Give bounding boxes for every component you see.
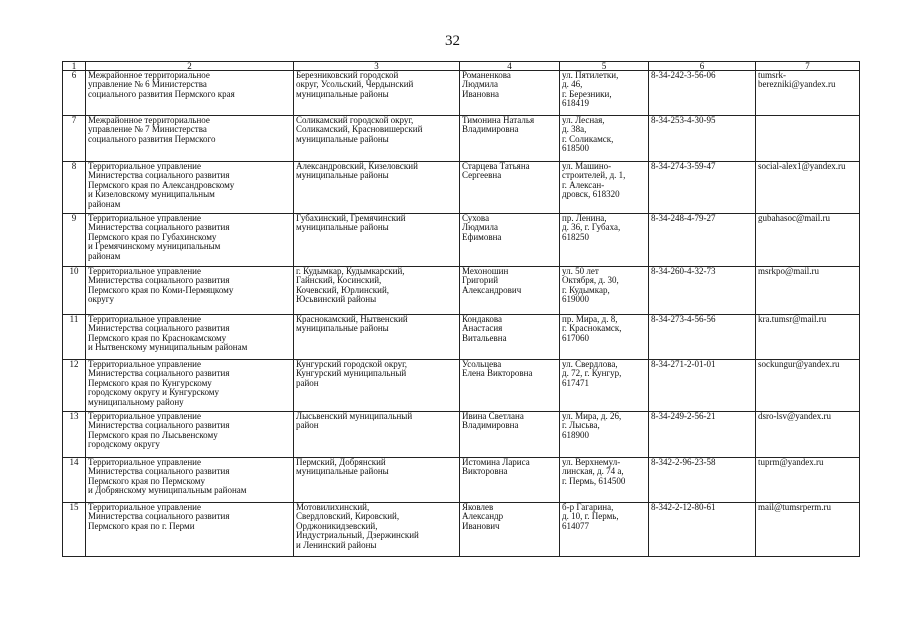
email-cell-line: tumsrk-: [758, 70, 786, 80]
head-name-cell-line: Викторовна: [462, 466, 508, 477]
service-area-cell-line: муниципальные районы: [296, 323, 389, 334]
head-name-cell: [460, 360, 560, 412]
address-cell-line: 614077: [562, 520, 589, 531]
organization-cell-line: Межрайонное территориальное: [88, 70, 210, 80]
organization-cell-line: Министерства социального развития: [88, 368, 230, 379]
service-area-cell-line: Березниковский городской: [296, 70, 399, 80]
service-area-cell-line: Соликамский, Красновишерский: [296, 124, 423, 135]
organization-cell: [86, 360, 294, 412]
organization-cell-line: Территориальное управление: [88, 502, 201, 512]
column-header: 4: [460, 62, 560, 71]
head-name-cell-line: Истомина Лариса: [462, 457, 530, 467]
head-name-cell-line: Александр: [462, 511, 504, 522]
column-header: 5: [560, 62, 649, 71]
head-name-cell-line: Иванович: [462, 520, 500, 531]
address-cell: [560, 412, 649, 458]
email-cell: [756, 214, 860, 267]
column-header: 6: [649, 62, 756, 71]
head-name-cell-line: Романенкова: [462, 70, 511, 80]
row-number: 6: [63, 71, 86, 116]
service-area-cell-line: Губахинский, Гремячинский: [296, 213, 406, 223]
service-area-cell-line: округ, Усольский, Чердынский: [296, 79, 414, 90]
directory-table: [62, 61, 860, 557]
email-cell: [756, 71, 860, 116]
service-area-cell: [294, 360, 460, 412]
address-cell-line: д. 36, г. Губаха,: [562, 222, 621, 233]
address-cell-line: 618900: [562, 429, 589, 440]
organization-cell-line: социального развития Пермского края: [88, 88, 235, 99]
organization-cell: [86, 458, 294, 503]
address-cell-line: ул. Верхнемул-: [562, 457, 621, 467]
head-name-cell-line: Григорий: [462, 275, 499, 286]
email-cell: [756, 412, 860, 458]
service-area-cell-line: Соликамский городской округ,: [296, 115, 414, 125]
row-number: 10: [63, 267, 86, 315]
organization-cell-line: Территориальное управление: [88, 314, 201, 324]
address-cell-line: 618250: [562, 231, 589, 242]
head-name-cell-line: Кондакова: [462, 314, 502, 324]
address-cell-line: пр. Мира, д. 8,: [562, 314, 618, 324]
organization-cell-line: и Добрянскому муниципальным районам: [88, 485, 247, 496]
address-cell-line: д. 38а,: [562, 124, 587, 135]
address-cell-line: г. Краснокамск,: [562, 323, 622, 334]
service-area-cell-line: Кунгурский городской округ,: [296, 359, 408, 369]
head-name-cell-line: Александрович: [462, 284, 522, 295]
organization-cell-line: Пермского края по Пермскому: [88, 475, 205, 486]
organization-cell-line: городскому округу и Кунгурскому: [88, 387, 220, 398]
head-name-cell-line: Ефимовна: [462, 231, 502, 242]
organization-cell-line: Территориальное управление: [88, 359, 201, 369]
head-name-cell: [460, 214, 560, 267]
address-cell-line: пр. Ленина,: [562, 213, 607, 223]
organization-cell-line: Министерства социального развития: [88, 170, 230, 181]
address-cell-line: д. 46,: [562, 79, 583, 90]
row-number: 11: [63, 315, 86, 360]
address-cell-line: ул. 50 лет: [562, 266, 599, 276]
head-name-cell-line: Витальевна: [462, 332, 507, 343]
address-cell-line: 617060: [562, 332, 589, 343]
service-area-cell-line: Александровский, Кизеловский: [296, 161, 418, 171]
address-cell-line: 619000: [562, 294, 589, 305]
organization-cell-line: Министерства социального развития: [88, 511, 230, 522]
table-row: [63, 162, 860, 214]
service-area-cell: [294, 71, 460, 116]
table-row: [63, 503, 860, 557]
organization-cell-line: и Кизеловскому муниципальным: [88, 189, 215, 200]
service-area-cell-line: Свердловский, Кировский,: [296, 511, 400, 522]
organization-cell-line: Министерства социального развития: [88, 466, 230, 477]
column-header: 7: [756, 62, 860, 71]
column-header: 3: [294, 62, 460, 71]
service-area-cell-line: Кочевский, Юрлинский,: [296, 284, 390, 295]
organization-cell-line: Пермского края по Краснокамскому: [88, 332, 227, 343]
organization-cell: [86, 71, 294, 116]
address-cell-line: г. Березники,: [562, 88, 612, 99]
head-name-cell-line: Старцева Татьяна: [462, 161, 530, 171]
email-cell: [756, 315, 860, 360]
organization-cell-line: Пермского края по Александровскому: [88, 179, 235, 190]
service-area-cell-line: муниципальные районы: [296, 222, 389, 233]
head-name-cell-line: Елена Викторовна: [462, 368, 533, 379]
head-name-cell: [460, 267, 560, 315]
phone-cell: 8-34-260-4-32-73: [649, 267, 756, 315]
table-row: [63, 71, 860, 116]
service-area-cell: [294, 162, 460, 214]
organization-cell-line: районам: [88, 198, 121, 209]
address-cell-line: б-р Гагарина,: [562, 502, 614, 512]
address-cell: [560, 503, 649, 557]
service-area-cell: [294, 503, 460, 557]
phone-cell: 8-34-274-3-59-47: [649, 162, 756, 214]
row-number: 14: [63, 458, 86, 503]
address-cell-line: 618419: [562, 98, 589, 109]
organization-cell-line: Министерства социального развития: [88, 222, 230, 233]
head-name-cell: [460, 412, 560, 458]
address-cell: [560, 267, 649, 315]
organization-cell-line: социального развития Пермского: [88, 133, 216, 144]
email-cell-line: msrkpo@mail.ru: [758, 266, 820, 276]
address-cell-line: 618500: [562, 143, 589, 154]
service-area-cell-line: Орджоникидзевский,: [296, 520, 378, 531]
head-name-cell-line: Анастасия: [462, 323, 503, 334]
email-cell-line: sockungur@yandex.ru: [758, 359, 840, 369]
service-area-cell: [294, 214, 460, 267]
organization-cell-line: Пермского края по Кунгурскому: [88, 377, 212, 388]
email-cell: [756, 116, 860, 162]
head-name-cell-line: Сергеевна: [462, 170, 502, 181]
head-name-cell-line: Ивина Светлана: [462, 411, 524, 421]
address-cell: [560, 71, 649, 116]
organization-cell-line: управление № 7 Министерства: [88, 124, 207, 135]
service-area-cell-line: Краснокамский, Нытвенский: [296, 314, 408, 324]
phone-cell: 8-34-273-4-56-56: [649, 315, 756, 360]
address-cell-line: г. Кудымкар,: [562, 284, 610, 295]
address-cell-line: ул. Свердлова,: [562, 359, 618, 369]
address-cell: [560, 214, 649, 267]
email-cell-line: kra.tumsr@mail.ru: [758, 314, 827, 324]
row-number: 7: [63, 116, 86, 162]
email-cell-line: gubahasoc@mail.ru: [758, 213, 831, 223]
email-cell: [756, 267, 860, 315]
email-cell: [756, 162, 860, 214]
table-row: [63, 315, 860, 360]
head-name-cell-line: Яковлев: [462, 502, 494, 512]
email-cell-line: tuprm@yandex.ru: [758, 457, 824, 467]
table-row: [63, 458, 860, 503]
phone-cell: 8-34-271-2-01-01: [649, 360, 756, 412]
organization-cell-line: Территориальное управление: [88, 213, 201, 223]
table-body: [63, 71, 860, 557]
organization-cell: [86, 116, 294, 162]
service-area-cell-line: муниципальные районы: [296, 133, 389, 144]
address-cell: [560, 458, 649, 503]
phone-cell: 8-342-2-96-23-58: [649, 458, 756, 503]
head-name-cell-line: Людмила: [462, 79, 498, 90]
address-cell: [560, 162, 649, 214]
head-name-cell: [460, 71, 560, 116]
column-header: 1: [63, 62, 86, 71]
row-number: 15: [63, 503, 86, 557]
head-name-cell: [460, 116, 560, 162]
row-number: 12: [63, 360, 86, 412]
service-area-cell-line: г. Кудымкар, Кудымкарский,: [296, 266, 405, 276]
address-cell-line: дровск, 618320: [562, 189, 620, 200]
service-area-cell-line: Гайнский, Косинский,: [296, 275, 382, 286]
phone-cell: 8-34-248-4-79-27: [649, 214, 756, 267]
service-area-cell: [294, 267, 460, 315]
organization-cell-line: Территориальное управление: [88, 457, 201, 467]
address-cell: [560, 360, 649, 412]
head-name-cell-line: Мехоношин: [462, 266, 509, 276]
address-cell-line: ул. Лесная,: [562, 115, 605, 125]
head-name-cell-line: Владимировна: [462, 420, 519, 431]
page-number: 32: [445, 33, 460, 49]
head-name-cell-line: Владимировна: [462, 124, 519, 135]
service-area-cell: [294, 458, 460, 503]
row-number: 13: [63, 412, 86, 458]
service-area-cell-line: муниципальные районы: [296, 88, 389, 99]
address-cell: [560, 116, 649, 162]
email-cell-line: dsro-lsv@yandex.ru: [758, 411, 832, 421]
row-number: 8: [63, 162, 86, 214]
organization-cell-line: Территориальное управление: [88, 411, 201, 421]
table-row: [63, 214, 860, 267]
address-cell-line: д. 10, г. Пермь,: [562, 511, 619, 522]
address-cell-line: д. 72, г. Кунгур,: [562, 368, 622, 379]
email-cell: [756, 503, 860, 557]
organization-cell-line: Пермского края по Лысьвенскому: [88, 429, 218, 440]
organization-cell-line: Министерства социального развития: [88, 323, 230, 334]
service-area-cell-line: Кунгурский муниципальный: [296, 368, 407, 379]
organization-cell-line: Пермского края по г. Перми: [88, 520, 195, 531]
table-row: [63, 360, 860, 412]
table-row: [63, 116, 860, 162]
head-name-cell: [460, 458, 560, 503]
head-name-cell-line: Ивановна: [462, 88, 500, 99]
organization-cell-line: управление № 6 Министерства: [88, 79, 207, 90]
head-name-cell-line: Тимонина Наталья: [462, 115, 535, 125]
address-cell-line: Октября, д. 30,: [562, 275, 619, 286]
organization-cell-line: Министерства социального развития: [88, 275, 230, 286]
organization-cell-line: и Нытвенскому муниципальным районам: [88, 342, 248, 353]
service-area-cell-line: Индустриальный, Дзержинский: [296, 530, 419, 541]
phone-cell: 8-34-253-4-30-95: [649, 116, 756, 162]
organization-cell: [86, 162, 294, 214]
email-cell-line: social-alex1@yandex.ru: [758, 161, 846, 171]
organization-cell-line: Министерства социального развития: [88, 420, 230, 431]
service-area-cell-line: район: [296, 377, 319, 388]
address-cell: [560, 315, 649, 360]
organization-cell-line: округу: [88, 294, 114, 305]
email-cell: [756, 458, 860, 503]
column-header: 2: [86, 62, 294, 71]
organization-cell-line: Территориальное управление: [88, 161, 201, 171]
service-area-cell-line: Пермский, Добрянский: [296, 457, 386, 467]
service-area-cell-line: муниципальные районы: [296, 170, 389, 181]
organization-cell: [86, 412, 294, 458]
phone-cell: 8-34-242-3-56-06: [649, 71, 756, 116]
service-area-cell: [294, 315, 460, 360]
organization-cell: [86, 214, 294, 267]
head-name-cell: [460, 315, 560, 360]
service-area-cell-line: Лысьвенский муниципальный: [296, 411, 413, 421]
address-cell-line: ул. Машино-: [562, 161, 612, 171]
address-cell-line: ул. Пятилетки,: [562, 70, 619, 80]
organization-cell: [86, 315, 294, 360]
service-area-cell-line: и Ленинский районы: [296, 539, 377, 550]
head-name-cell-line: Усольцева: [462, 359, 502, 369]
address-cell-line: строителей, д. 1,: [562, 170, 626, 181]
service-area-cell: [294, 412, 460, 458]
organization-cell-line: Межрайонное территориальное: [88, 115, 210, 125]
organization-cell: [86, 267, 294, 315]
address-cell-line: г. Соликамск,: [562, 133, 614, 144]
service-area-cell-line: Юсьвинский районы: [296, 294, 377, 305]
phone-cell: 8-342-2-12-80-61: [649, 503, 756, 557]
email-cell: [756, 360, 860, 412]
phone-cell: 8-34-249-2-56-21: [649, 412, 756, 458]
organization-cell-line: Территориальное управление: [88, 266, 201, 276]
row-number: 9: [63, 214, 86, 267]
address-cell-line: г. Алексан-: [562, 179, 605, 190]
table-row: [63, 267, 860, 315]
head-name-cell: [460, 162, 560, 214]
service-area-cell-line: Мотовилихинский,: [296, 502, 370, 512]
service-area-cell-line: район: [296, 420, 319, 431]
email-cell-line: mail@tumsrperm.ru: [758, 502, 832, 512]
organization-cell-line: районам: [88, 250, 121, 261]
address-cell-line: г. Лысьва,: [562, 420, 600, 431]
head-name-cell-line: Сухова: [462, 213, 490, 223]
address-cell-line: г. Пермь, 614500: [562, 475, 626, 486]
organization-cell-line: Пермского края по Губахинскому: [88, 231, 217, 242]
organization-cell: [86, 503, 294, 557]
organization-cell-line: городскому округу: [88, 439, 160, 450]
organization-cell-line: и Гремячинскому муниципальным: [88, 241, 221, 252]
address-cell-line: 617471: [562, 377, 589, 388]
email-cell-line: berezniki@yandex.ru: [758, 79, 836, 90]
service-area-cell-line: муниципальные районы: [296, 466, 389, 477]
organization-cell-line: Пермского края по Коми-Пермяцкому: [88, 284, 234, 295]
table-row: [63, 412, 860, 458]
address-cell-line: ул. Мира, д. 26,: [562, 411, 622, 421]
head-name-cell-line: Людмила: [462, 222, 498, 233]
head-name-cell: [460, 503, 560, 557]
address-cell-line: линская, д. 74 а,: [562, 466, 624, 477]
organization-cell-line: муниципальному району: [88, 396, 184, 407]
service-area-cell: [294, 116, 460, 162]
